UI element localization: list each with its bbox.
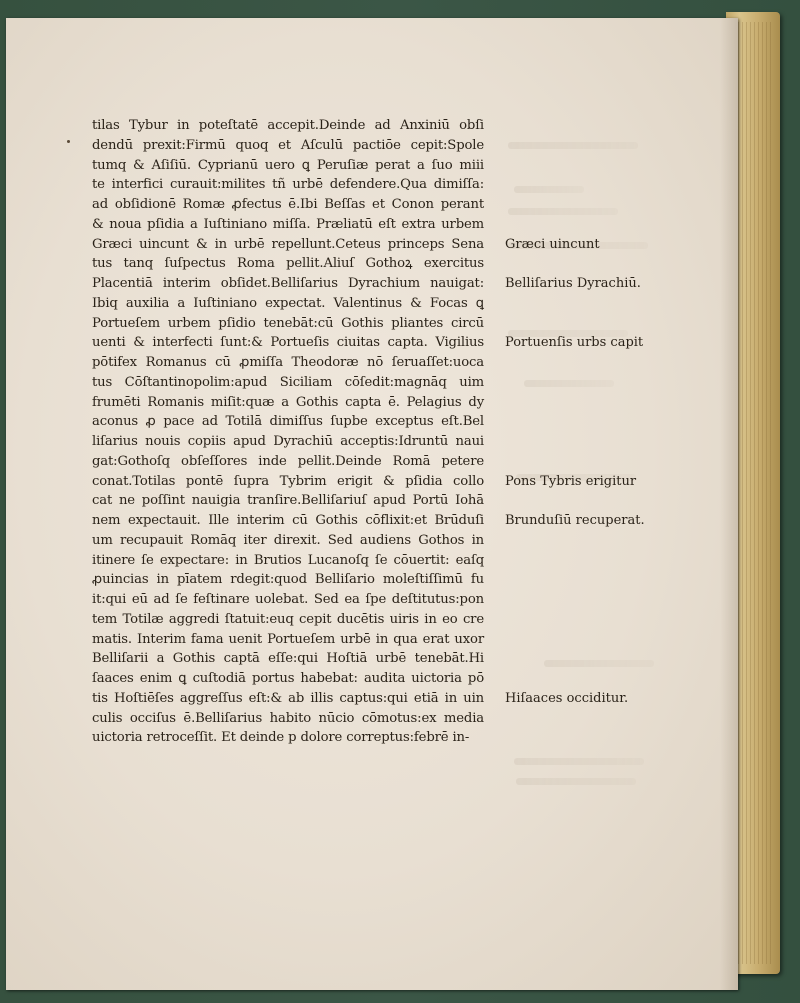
text-line: te interfici curauit:milites tñ urbē defendere.Qua dimiſſa: bbox=[92, 177, 484, 193]
text-line: cat ne poſſint nauigia tranſire.Belliſariuſ apud Portū Iohā bbox=[92, 493, 484, 509]
text-line: ad obſidionē Romæ ꝓfectus ē.Ibi Beſſas et Conon perant bbox=[92, 197, 484, 212]
text-line: tis Hoſtiēſes aggreſſus eſt:& ab illis captus:qui etiā in uin bbox=[92, 690, 484, 706]
text-line: uenti & interfecti ſunt:& Portueſis ciuitas capta. Vigilius bbox=[92, 335, 484, 351]
text-line: conat.Totilas pontē ſupra Tybrim erigit & pſidia collo bbox=[92, 473, 484, 489]
text-line: liſarius nouis copiis apud Dyrachiū acceptis:Idruntū naui bbox=[92, 434, 484, 449]
text-line: Placentiā interim obſidet.Belliſarius Dyrachium nauigat: bbox=[92, 276, 484, 291]
text-line: aconus ꝓ pace ad Totilā dimiſſus ſupbe exceptus eſt.Bel bbox=[92, 414, 484, 430]
text-line: itinere ſe expectare: in Brutios Lucanoſq ſe cōuertit: eaſq bbox=[92, 552, 484, 568]
text-line: ꝓuincias in pīatem rdegit:quod Belliſario moleſtiſſimū fu bbox=[92, 572, 484, 588]
marginal-note: Portuenſis urbs capit bbox=[505, 335, 644, 351]
text-line: tilas Tybur in poteſtatē accepit.Deinde ad Anxiniū obſi bbox=[92, 118, 484, 133]
marginal-note: Belliſarius Dyrachiū. bbox=[505, 276, 641, 291]
text-line: nem expectauit. Ille interim cū Gothis cōflixit:et Brūduſi bbox=[92, 513, 484, 528]
text-line: Ibiq auxilia a Iuſtiniano expectat. Valentinus & Focas ꝗ bbox=[92, 295, 484, 311]
text-line: ſaaces enim ꝗ cuſtodiā portus habebat: audita uictoria pō bbox=[92, 671, 484, 686]
text-line: Portueſem urbem pſidio tenebāt:cū Gothis pliantes circū bbox=[92, 315, 484, 331]
text-line: tus tanq ſuſpectus Roma pellit.Aliuſ Gothoꝝ exercitus bbox=[92, 256, 484, 272]
text-line: dendū prexit:Firmū quoq et Aſculū pactiōe cepit:Spole bbox=[92, 137, 484, 153]
text-line: & noua pſidia a Iuſtiniano miſſa. Præliatū eſt extra urbem bbox=[92, 216, 484, 232]
text-line: gat:Gothoſq obſeſſores inde pellit.Deinde Romā petere bbox=[92, 453, 484, 469]
text-line: tus Cōſtantinopolim:apud Siciliam cōſedit:magnāq uim bbox=[92, 374, 484, 390]
marginal-note: Græci uincunt bbox=[505, 236, 600, 252]
ink-speck bbox=[67, 140, 70, 143]
main-text-block bbox=[92, 116, 484, 748]
text-line: um recupauit Romāq iter direxit. Sed audiens Gothos in bbox=[92, 532, 484, 548]
text-line: tumq & Aſiſiū. Cyprianū uero ꝗ Peruſiæ perat a ſuo miii bbox=[92, 157, 484, 173]
text-line: uictoria retroceſſit. Et deinde p dolore correptus:febrē in- bbox=[92, 730, 470, 746]
text-line: tem Totilæ aggredi ſtatuit:euq cepit ducētis uiris in eo cre bbox=[92, 611, 484, 627]
text-line: frumēti Romanis miſit:quæ a Gothis capta ē. Pelagius dy bbox=[92, 394, 484, 410]
text-line: pōtifex Romanus cū ꝓmiſſa Theodoræ nō ſeruaſſet:uoca bbox=[92, 355, 484, 370]
text-line: culis occiſus ē.Belliſarius habito nūcio cōmotus:ex media bbox=[92, 710, 484, 726]
marginal-note: Pons Tybris erigitur bbox=[505, 473, 637, 489]
text-line: Belliſarii a Gothis captā eſſe:qui Hoſtiā urbē tenebāt.Hi bbox=[92, 651, 484, 667]
text-line: matis. Interim fama uenit Portueſem urbē in qua erat uxor bbox=[92, 631, 484, 647]
marginal-note: Brunduſiū recuperat. bbox=[505, 513, 645, 528]
text-line: it:qui eū ad ſe feſtinare uolebat. Sed ea ſpe deſtitutus:pon bbox=[92, 592, 484, 607]
marginal-note: Hiſaaces occiditur. bbox=[505, 690, 629, 706]
text-line: Græci uincunt & in urbē repellunt.Ceteus princeps Sena bbox=[92, 236, 484, 252]
